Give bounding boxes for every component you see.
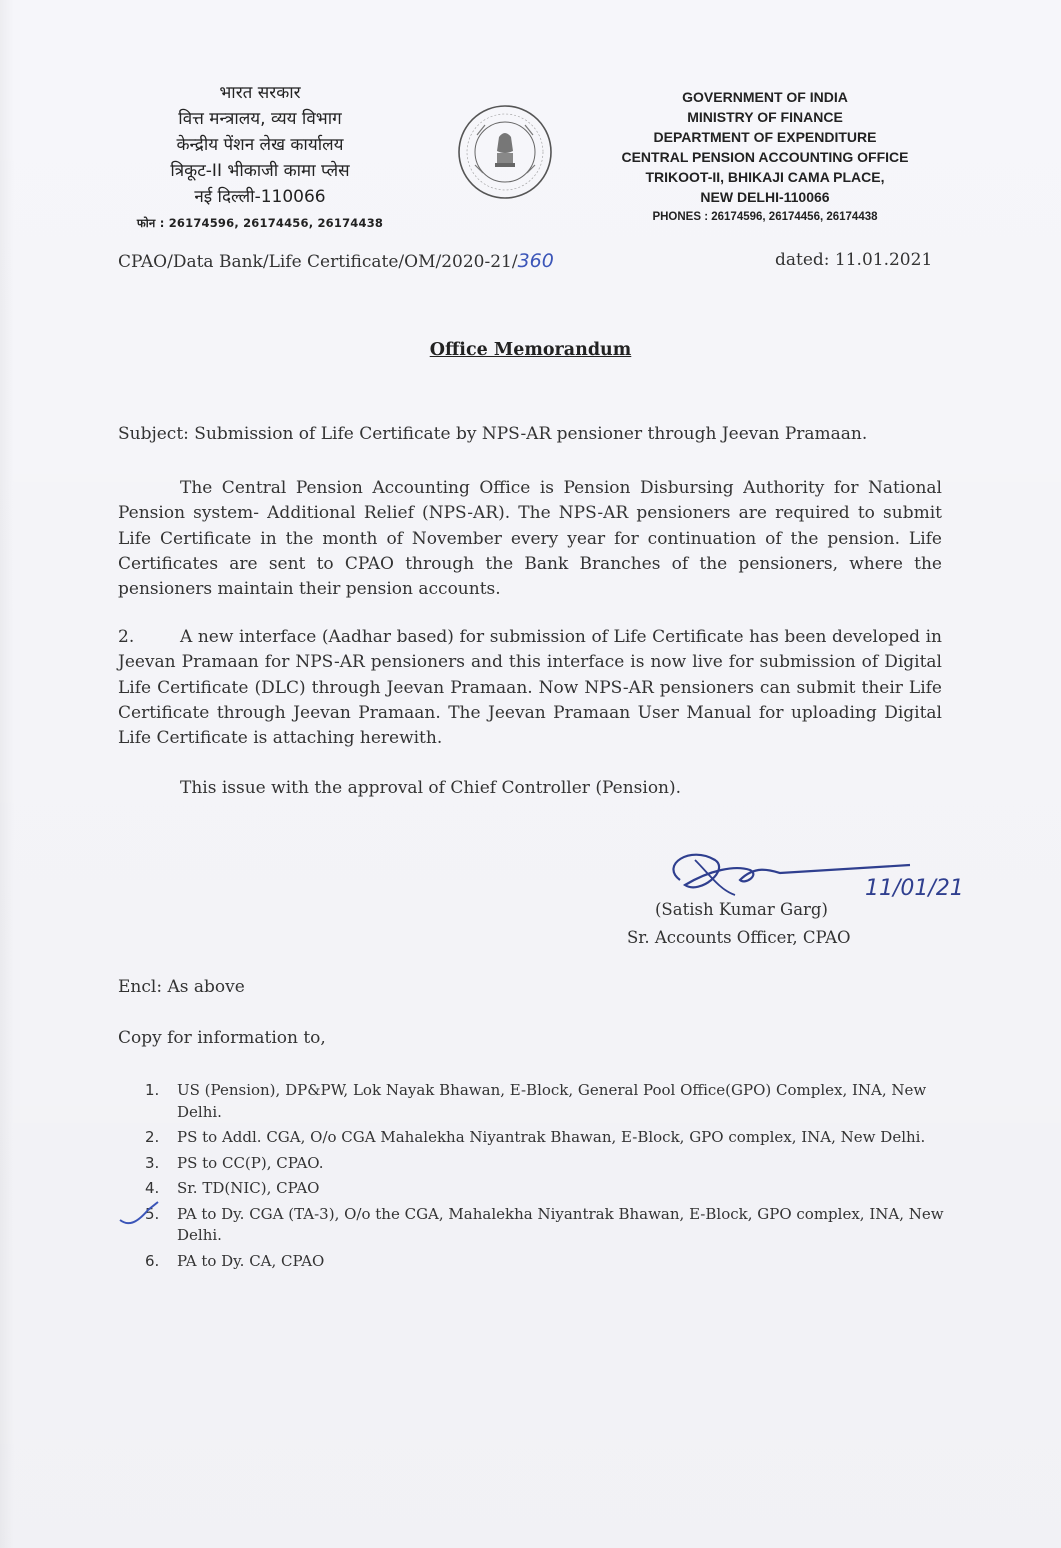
hindi-letterhead — [95, 80, 425, 236]
paragraph-number: 2. — [118, 627, 135, 647]
english-line: DEPARTMENT OF EXPENDITURE — [653, 129, 877, 145]
enclosure-line: Encl: As above — [118, 977, 245, 997]
english-line: CENTRAL PENSION ACCOUNTING OFFICE — [621, 149, 909, 165]
list-text: PS to CC(P), CPAO. — [177, 1153, 324, 1172]
hindi-phone: फोन : 26174596, 26174456, 26174438 — [136, 216, 384, 230]
copy-list — [145, 1080, 945, 1276]
english-line: GOVERNMENT OF INDIA — [682, 89, 848, 105]
page-title: Office Memorandum — [429, 340, 632, 360]
english-line: MINISTRY OF FINANCE — [687, 109, 843, 125]
hindi-line: भारत सरकार — [219, 83, 301, 103]
list-number: 1. — [145, 1081, 160, 1099]
signatory-name: (Satish Kumar Garg) — [655, 900, 828, 919]
list-number: 4. — [145, 1179, 160, 1197]
reference-text: CPAO/Data Bank/Life Certificate/OM/2020-21/ — [118, 252, 518, 272]
paragraph-2 — [118, 625, 942, 751]
subject-line: Subject: Submission of Life Certificate by NPS-AR pensioner through Jeevan Pramaan. — [118, 424, 868, 444]
list-text: Sr. TD(NIC), CPAO — [177, 1179, 320, 1197]
signatory-designation: Sr. Accounts Officer, CPAO — [627, 928, 851, 947]
list-number: 3. — [145, 1153, 160, 1172]
paragraph-3: This issue with the approval of Chief Controller (Pension). — [180, 778, 682, 798]
list-text: PA to Dy. CA, CPAO — [177, 1251, 325, 1270]
signature-date: 11/01/21 — [865, 876, 964, 901]
english-letterhead — [580, 87, 950, 227]
hindi-line: नई दिल्ली-110066 — [194, 187, 326, 207]
paragraph-1: The Central Pension Accounting Office is Pension Disbursing Authority for National Pension system- Additional Relief (NPS-AR). The NPS-AR pensioners are required to submit Life Certificate in the month of November every year for continuation of the pension. Life Certificates are sent to CPAO through the Bank Branches of the pensioners, where the pensioners maintain their pension accounts. — [118, 478, 942, 600]
list-item — [145, 1153, 945, 1175]
document-date: dated: 11.01.2021 — [775, 250, 933, 270]
list-item — [145, 1080, 945, 1123]
english-line: TRIKOOT-II, BHIKAJI CAMA PLACE, — [645, 169, 885, 185]
english-line: NEW DELHI-110066 — [700, 189, 830, 205]
reference-number — [118, 250, 554, 272]
list-item — [145, 1204, 945, 1247]
copy-heading: Copy for information to, — [118, 1028, 326, 1048]
list-text: PA to Dy. CGA (TA-3), O/o the CGA, Mahalekha Niyantrak Bhawan, E-Block, GPO complex, INA, New Delhi. — [177, 1204, 944, 1244]
handwritten-number: 360 — [517, 250, 554, 272]
list-number: 5. — [145, 1204, 160, 1223]
list-number: 2. — [145, 1128, 160, 1146]
emblem-seal-icon — [455, 95, 555, 210]
list-item — [145, 1127, 945, 1149]
paragraph-2-text: A new interface (Aadhar based) for submission of Life Certificate has been developed in Jeevan Pramaan for NPS-AR pensioners and this interface is now live for submission of Digital Life Certificate (DLC) through Jeevan Pramaan. Now NPS-AR pensioners can submit their Life Certificate through Jeevan Pramaan. The Jeevan Pramaan User Manual for uploading Digital Life Certificate is attaching herewith. — [118, 627, 942, 749]
list-item — [145, 1178, 945, 1200]
list-text: PS to Addl. CGA, O/o CGA Mahalekha Niyantrak Bhawan, E-Block, GPO complex, INA, New Delhi. — [177, 1128, 926, 1146]
list-text: US (Pension), DP&PW, Lok Nayak Bhawan, E-Block, General Pool Office(GPO) Complex, INA, New Delhi. — [177, 1081, 927, 1121]
english-phone: PHONES : 26174596, 26174456, 26174438 — [652, 211, 878, 223]
tick-mark-icon — [118, 1200, 178, 1230]
hindi-line: केन्द्रीय पेंशन लेख कार्यालय — [176, 135, 344, 155]
hindi-line: वित्त मन्त्रालय, व्यय विभाग — [178, 109, 342, 129]
hindi-line: त्रिकूट-II भीकाजी कामा प्लेस — [170, 161, 350, 181]
list-item — [145, 1251, 945, 1273]
list-number: 6. — [145, 1251, 160, 1270]
